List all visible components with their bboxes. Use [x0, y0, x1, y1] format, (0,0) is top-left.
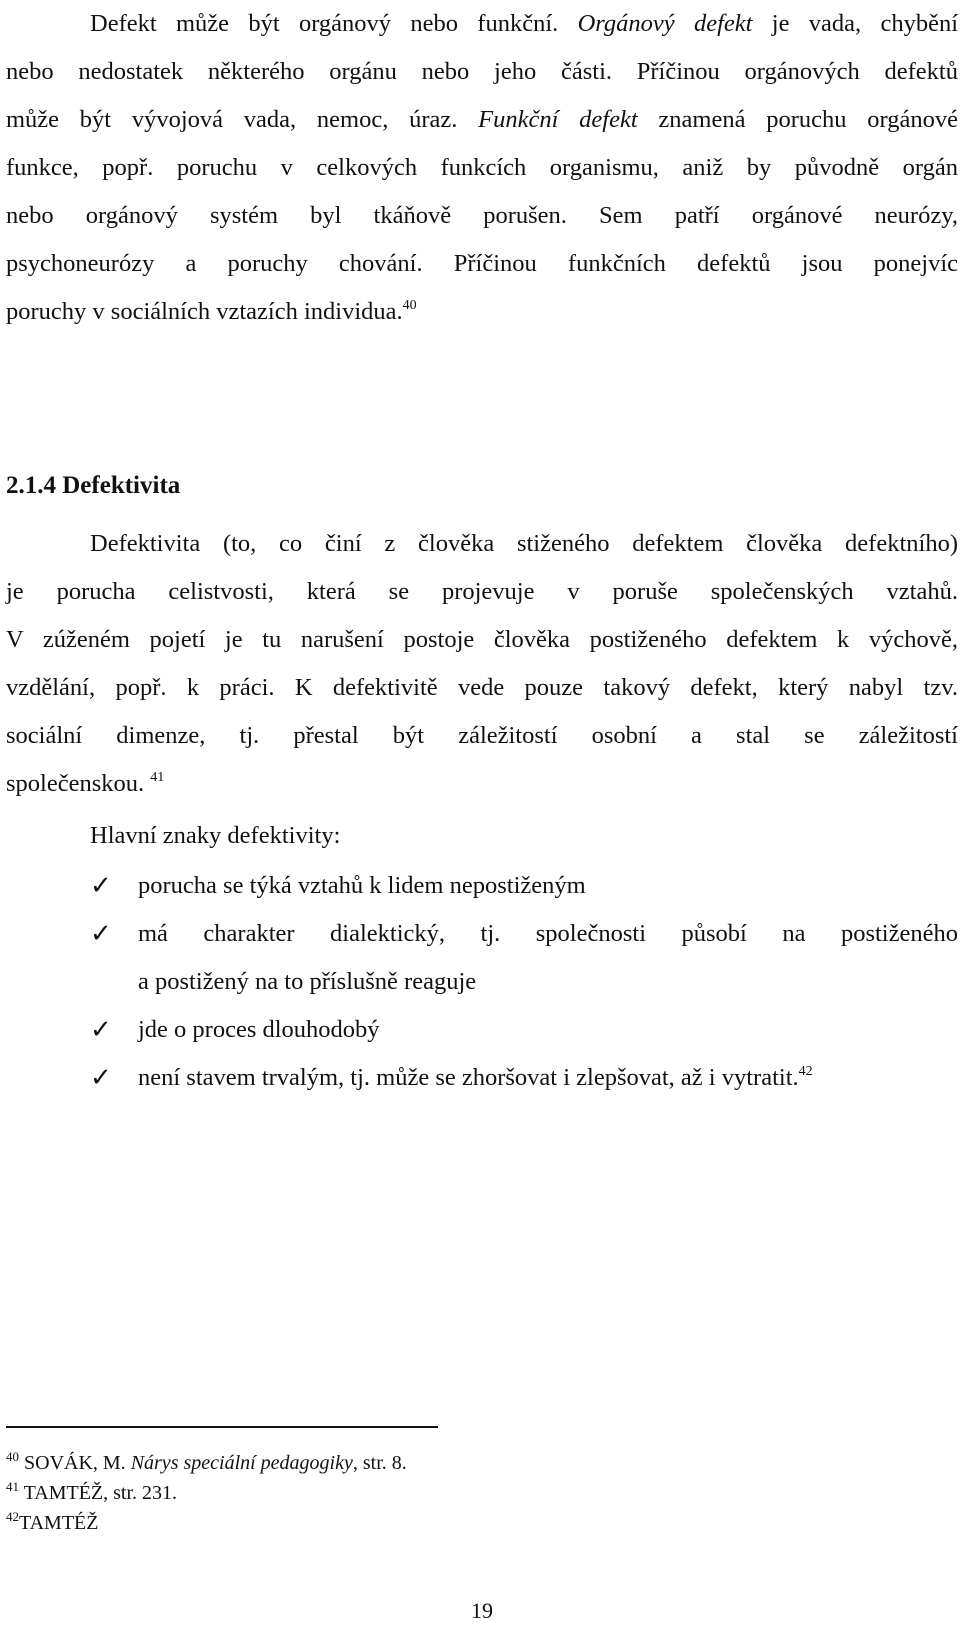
- paragraph-line: sociální dimenze, tj. přestal být záležitostí osobní a stal se záležitostí: [6, 722, 958, 749]
- paragraph-line: poruchy v sociálních vztazích individua.$^{40}$: [6, 298, 417, 325]
- defektivita-signs-list: [90, 862, 958, 1102]
- italic-term: Orgánový defekt: [577, 10, 753, 37]
- list-item-text: má charakter dialektický, tj. společnosti působí na postiženého: [138, 920, 958, 947]
- paragraph-line: nebo nedostatek některého orgánu nebo jeho části. Příčinou orgánových defektů: [6, 58, 958, 85]
- paragraph-line: nebo orgánový systém byl tkáňově porušen. Sem patří orgánové neurózy,: [6, 202, 958, 229]
- paragraph-line: Defekt může být orgánový nebo funkční. Orgánový defekt je vada, chybění: [90, 10, 958, 37]
- footnote-reference[interactable]: 40: [402, 298, 417, 313]
- checkmark-icon: ✓: [90, 871, 112, 900]
- paragraph-line: funkce, popř. poruchu v celkových funkcích organismu, aniž by původně orgán: [6, 154, 958, 181]
- italic-term: Funkční defekt: [478, 106, 638, 133]
- checkmark-icon: ✓: [90, 919, 112, 948]
- list-item-text: jde o proces dlouhodobý: [138, 1016, 380, 1043]
- paragraph-line: Defektivita (to, co činí z člověka stiženého defektem člověka defektního): [90, 530, 958, 557]
- list-title: Hlavní znaky defektivity:: [90, 822, 341, 849]
- checkmark-icon: ✓: [90, 1015, 112, 1044]
- paragraph-line: vzdělání, popř. k práci. K defektivitě vede pouze takový defekt, který nabyl tzv.: [6, 674, 958, 701]
- paragraph-line: psychoneurózy a poruchy chování. Příčinou funkčních defektů jsou ponejvíc: [6, 250, 958, 277]
- paragraph-line: společenskou. $^{41}$: [6, 770, 165, 797]
- list-item: [90, 1054, 958, 1102]
- footnotes: [6, 1448, 407, 1538]
- footnote-reference[interactable]: 42: [798, 1064, 813, 1079]
- list-item: [90, 1006, 958, 1054]
- paragraph-line: V zúženém pojetí je tu narušení postoje člověka postiženého defektem k výchově,: [6, 626, 958, 653]
- paragraph-line: je porucha celistvosti, která se projevuje v poruše společenských vztahů.: [6, 578, 958, 605]
- list-item-text: porucha se týká vztahů k lidem nepostiženým: [138, 872, 586, 899]
- footnote-separator: [6, 1426, 438, 1428]
- section-heading: 2.1.4 Defektivita: [6, 472, 181, 499]
- footnote-reference[interactable]: 41: [150, 770, 165, 785]
- list-item-text: není stavem trvalým, tj. může se zhoršovat i zlepšovat, až i vytratit.$^{42}$: [138, 1064, 813, 1091]
- paragraph-defektivita: [6, 520, 958, 808]
- list-item-text: a postižený na to příslušně reaguje: [138, 968, 477, 995]
- list-item: [90, 910, 958, 1006]
- paragraph-defect-types: [6, 0, 958, 336]
- footnote-42: $^{42}$TAMTÉŽ: [6, 1509, 99, 1534]
- footnote-40: $^{40}$ SOVÁK, M. Nárys speciální pedagogiky, str. 8.: [6, 1449, 407, 1474]
- footnote-41: $^{41}$ TAMTÉŽ, str. 231.: [6, 1479, 178, 1504]
- list-item: [90, 862, 958, 910]
- page-number: 19: [471, 1598, 493, 1623]
- paragraph-line: může být vývojová vada, nemoc, úraz. Funkční defekt znamená poruchu orgánové: [6, 106, 958, 133]
- checkmark-icon: ✓: [90, 1063, 112, 1092]
